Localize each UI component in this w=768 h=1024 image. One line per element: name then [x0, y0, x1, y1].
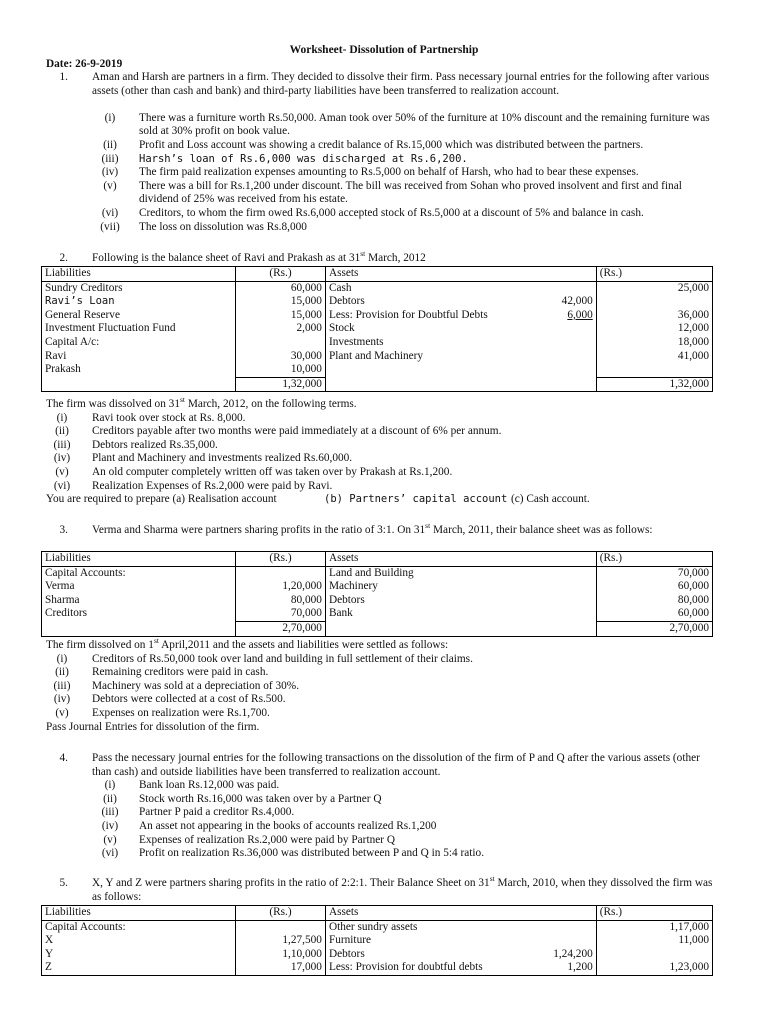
item-number: (v): [103, 179, 117, 192]
table-cell: [529, 594, 596, 608]
item-number: (iii): [101, 152, 119, 165]
list-item: [0, 412, 768, 426]
list-item: [0, 207, 768, 221]
table-row: [42, 934, 713, 948]
list-item: [0, 707, 768, 721]
table-cell: Cash: [328, 281, 352, 294]
ordinal-suffix: st: [360, 249, 366, 259]
table-cell: 12,000: [596, 322, 712, 336]
table-cell: 6,000: [567, 308, 593, 321]
table-row: [42, 961, 713, 975]
question-footer: Pass Journal Entries for dissolution of the firm.: [46, 720, 260, 733]
table-row: [42, 580, 713, 594]
list-item: [0, 680, 768, 694]
item-number: (i): [56, 411, 68, 424]
table-row: [42, 322, 713, 336]
column-header: Assets: [325, 267, 529, 282]
table-cell: Debtors: [328, 947, 365, 960]
list-item: [0, 439, 768, 453]
table-cell: Bank: [328, 607, 353, 620]
terms-intro: [46, 395, 357, 412]
table-cell: Verma: [42, 580, 236, 594]
question-items: [0, 112, 768, 234]
item-text: Creditors, to whom the firm owed Rs.6,000 accepted stock of Rs.5,000 at a discount of 5% and balance in cash.: [139, 206, 644, 219]
table-cell: Capital Accounts:: [42, 920, 236, 934]
list-item: [0, 139, 768, 153]
item-number: (v): [55, 465, 69, 478]
balance-sheet-verma-sharma: [41, 551, 713, 637]
list-item: [0, 653, 768, 667]
table-cell: [529, 607, 596, 621]
item-number: (iii): [53, 679, 71, 692]
requirement-c: (c) Cash account.: [511, 493, 590, 506]
table-cell: 60,000: [236, 281, 326, 295]
table-cell: 15,000: [236, 295, 326, 309]
item-text: Profit and Loss account was showing a credit balance of Rs.15,000 which was distributed between the partners.: [139, 138, 644, 151]
column-header: [529, 552, 596, 567]
table-cell: 30,000: [236, 350, 326, 364]
terms-intro: [46, 636, 449, 653]
item-text: Creditors of Rs.50,000 took over land and building in full settlement of their claims.: [92, 652, 473, 665]
list-item: [0, 820, 768, 834]
table-row: [42, 281, 713, 295]
terms-text-start: The firm dissolved on 1: [46, 639, 154, 651]
table-cell: 1,200: [529, 961, 596, 975]
column-header: (Rs.): [596, 906, 712, 921]
item-number: (ii): [103, 792, 117, 805]
table-cell: Y: [42, 948, 236, 962]
total-cell: 2,70,000: [236, 621, 326, 636]
item-text: Realization Expenses of Rs.2,000 were paid by Ravi.: [92, 479, 333, 492]
table-cell: [529, 281, 596, 295]
table-cell: Capital A/c:: [42, 336, 236, 350]
table-cell: [529, 350, 596, 364]
table-row: [42, 594, 713, 608]
table-cell: X: [42, 934, 236, 948]
item-text: Plant and Machinery and investments realized Rs.60,000.: [92, 452, 353, 465]
table-total-row: [42, 377, 713, 392]
table-cell: [529, 363, 596, 377]
table-cell: [596, 363, 712, 377]
table-cell: Machinery: [328, 580, 378, 593]
table-cell: 1,17,000: [596, 920, 712, 934]
list-item: [0, 166, 768, 180]
table-cell: 80,000: [236, 594, 326, 608]
table-cell: 1,27,500: [236, 934, 326, 948]
column-header: (Rs.): [236, 906, 326, 921]
table-header-row: [42, 267, 713, 282]
question-text-end: March, 2010, when they dissolved the firm was as follows:: [92, 877, 713, 903]
table-cell: 1,20,000: [236, 580, 326, 594]
item-number: (vi): [101, 847, 119, 860]
table-row: [42, 566, 713, 580]
list-item: [0, 779, 768, 793]
list-item: [0, 834, 768, 848]
item-number: (i): [56, 652, 68, 665]
total-cell: 1,32,000: [236, 377, 326, 392]
column-header: Liabilities: [42, 906, 236, 921]
column-header: Assets: [325, 552, 529, 567]
table-cell: [236, 920, 326, 934]
question-text-start: Following is the balance sheet of Ravi and Prakash as at 31: [92, 252, 361, 264]
item-text: Partner P paid a creditor Rs.4,000.: [139, 806, 295, 819]
item-text: An asset not appearing in the books of accounts realized Rs.1,200: [139, 819, 437, 832]
table-cell: Ravi’s Loan: [42, 295, 236, 309]
item-number: (ii): [103, 138, 117, 151]
item-text: The loss on dissolution was Rs.8,000: [139, 220, 307, 233]
table-cell: 11,000: [596, 934, 712, 948]
table-row: [42, 309, 713, 323]
table-cell: 1,23,000: [596, 961, 712, 975]
item-number: (v): [55, 706, 69, 719]
table-row: [42, 607, 713, 621]
requirements: [46, 493, 746, 507]
table-row: [42, 920, 713, 934]
table-cell: [42, 377, 236, 392]
item-text: Harsh’s loan of Rs.6,000 was discharged at Rs.6,200.: [139, 152, 468, 165]
table-cell: [529, 377, 596, 392]
table-cell: 17,000: [236, 961, 326, 975]
item-number: (iv): [53, 693, 71, 706]
worksheet-date: Date: 26-9-2019: [46, 58, 123, 70]
table-cell: 70,000: [236, 607, 326, 621]
item-number: (ii): [55, 666, 69, 679]
item-text: There was a bill for Rs.1,200 under discount. The bill was received from Sohan who proved insolvent and first and final dividend of 25% was received from his estate.: [139, 179, 682, 206]
question-text-end: March, 2011, their balance sheet was as follows:: [430, 524, 653, 536]
question-text: Pass the necessary journal entries for the following transactions on the dissolution of the firm of P and Q after the various assets (other than cash) and outside liabilities have been transferred to realization account.: [92, 752, 700, 778]
ordinal-suffix: st: [425, 521, 431, 531]
column-header: [529, 267, 596, 282]
table-cell: Investment Fluctuation Fund: [42, 322, 236, 336]
list-item: [0, 793, 768, 807]
table-cell: [42, 621, 236, 636]
terms-text-start: The firm was dissolved on 31: [46, 398, 180, 410]
item-text: Expenses on realization were Rs.1,700.: [92, 706, 270, 719]
item-text: Remaining creditors were paid in cash.: [92, 666, 269, 679]
item-text: Expenses of realization Rs.2,000 were paid by Partner Q: [139, 833, 395, 846]
table-cell: 36,000: [596, 309, 712, 323]
item-number: (vi): [101, 206, 119, 219]
table-cell: 15,000: [236, 309, 326, 323]
table-cell: Debtors: [328, 295, 365, 308]
table-cell: 70,000: [596, 566, 712, 580]
total-cell: 1,32,000: [596, 377, 712, 392]
table-cell: Sharma: [42, 594, 236, 608]
question-text: [92, 249, 732, 266]
item-number: (i): [104, 779, 116, 792]
list-item: [0, 666, 768, 680]
table-cell: [236, 336, 326, 350]
list-item: [0, 480, 768, 494]
item-number: (iv): [101, 819, 119, 832]
table-cell: [529, 580, 596, 594]
table-cell: 1,24,200: [553, 947, 593, 960]
item-text: An old computer completely written off was taken over by Prakash at Rs.1,200.: [92, 465, 453, 478]
item-text: Machinery was sold at a depreciation of 30%.: [92, 679, 300, 692]
question-items: [0, 653, 768, 721]
table-cell: Less: Provision for doubtful debts: [325, 961, 529, 975]
item-text: The firm paid realization expenses amounting to Rs.5,000 on behalf of Harsh, who had to bear these expenses.: [139, 166, 639, 179]
table-cell: Stock: [328, 322, 355, 335]
list-item: [0, 452, 768, 466]
table-cell: [529, 336, 596, 350]
table-cell: [529, 621, 596, 636]
column-header: (Rs.): [236, 552, 326, 567]
balance-sheet-ravi-prakash: [41, 266, 713, 392]
item-number: (iii): [101, 806, 119, 819]
item-number: (i): [104, 111, 116, 124]
table-cell: Capital Accounts:: [42, 566, 236, 580]
table-cell: 25,000: [596, 281, 712, 295]
question-text: [92, 874, 722, 904]
terms-text-end: March, 2012, on the following terms.: [185, 398, 357, 410]
question-text-end: March, 2012: [365, 252, 426, 264]
table-cell: Less: Provision for Doubtful Debts: [328, 308, 488, 321]
table-row: [42, 363, 713, 377]
ordinal-suffix: st: [179, 395, 185, 405]
list-item: [0, 112, 768, 139]
item-text: Debtors realized Rs.35,000.: [92, 438, 218, 451]
table-cell: Prakash: [42, 363, 236, 377]
terms-text-end: April,2011 and the assets and liabilities were settled as follows:: [158, 639, 449, 651]
table-cell: [236, 566, 326, 580]
list-item: [0, 693, 768, 707]
table-cell: 18,000: [596, 336, 712, 350]
question-text: [92, 521, 722, 538]
requirement-a: You are required to prepare (a) Realisation account: [46, 493, 277, 506]
list-item: [0, 847, 768, 861]
worksheet-title: Worksheet- Dissolution of Partnership: [289, 44, 479, 56]
item-text: Profit on realization Rs.36,000 was distributed between P and Q in 5:4 ratio.: [139, 847, 485, 860]
table-header-row: [42, 906, 713, 921]
table-cell: [325, 377, 529, 392]
list-item: [0, 180, 768, 207]
item-number: (iii): [53, 438, 71, 451]
column-header: Assets: [325, 906, 529, 921]
table-cell: Z: [42, 961, 236, 975]
list-item: [0, 153, 768, 167]
table-cell: [596, 948, 712, 962]
table-cell: [596, 295, 712, 309]
item-number: (vi): [53, 479, 71, 492]
table-row: [42, 948, 713, 962]
list-item: [0, 221, 768, 235]
question-number: 4.: [59, 752, 68, 764]
table-cell: General Reserve: [42, 309, 236, 323]
total-cell: 2,70,000: [596, 621, 712, 636]
table-row: [42, 336, 713, 350]
table-cell: 80,000: [596, 594, 712, 608]
item-number: (iv): [53, 452, 71, 465]
table-row: [42, 295, 713, 309]
table-cell: [529, 322, 596, 336]
question-text-start: X, Y and Z were partners sharing profits in the ratio of 2:2:1. Their Balance Sheet on 31: [92, 877, 490, 889]
question-items: [0, 412, 768, 494]
item-text: Ravi took over stock at Rs. 8,000.: [92, 411, 246, 424]
column-header: (Rs.): [596, 267, 712, 282]
ordinal-suffix: st: [489, 874, 495, 884]
question-text: Aman and Harsh are partners in a firm. They decided to dissolve their firm. Pass necessary journal entries for the following after various assets (other than cash and bank) and third-party liabilities have been transferred to realization account.: [92, 71, 710, 97]
question-number: 5.: [59, 877, 68, 889]
question-number: 2.: [59, 252, 68, 264]
item-number: (vii): [100, 220, 120, 233]
list-item: [0, 425, 768, 439]
column-header: (Rs.): [236, 267, 326, 282]
table-cell: 41,000: [596, 350, 712, 364]
item-text: Debtors were collected at a cost of Rs.500.: [92, 693, 286, 706]
table-cell: 60,000: [596, 580, 712, 594]
table-cell: 42,000: [561, 295, 593, 308]
table-total-row: [42, 621, 713, 636]
table-cell: [529, 566, 596, 580]
column-header: Liabilities: [42, 267, 236, 282]
list-item: [0, 806, 768, 820]
table-cell: 10,000: [236, 363, 326, 377]
question-items: [0, 779, 768, 861]
item-text: Bank loan Rs.12,000 was paid.: [139, 779, 280, 792]
list-item: [0, 466, 768, 480]
table-cell: Plant and Machinery: [328, 349, 424, 362]
column-header: [529, 906, 596, 921]
table-row: [42, 350, 713, 364]
question-number: 3.: [59, 524, 68, 536]
item-number: (ii): [55, 425, 69, 438]
table-cell: Creditors: [42, 607, 236, 621]
ordinal-suffix: st: [153, 636, 159, 646]
table-cell: Land and Building: [328, 566, 414, 579]
column-header: Liabilities: [42, 552, 236, 567]
table-cell: 2,000: [236, 322, 326, 336]
table-cell: Debtors: [328, 593, 365, 606]
question-text-start: Verma and Sharma were partners sharing profits in the ratio of 3:1. On 31: [92, 524, 426, 536]
table-cell: Other sundry assets: [328, 920, 418, 933]
table-cell: Furniture: [328, 934, 371, 947]
table-cell: Ravi: [42, 350, 236, 364]
table-header-row: [42, 552, 713, 567]
table-cell: [325, 621, 529, 636]
column-header: (Rs.): [596, 552, 712, 567]
table-cell: 1,10,000: [236, 948, 326, 962]
item-text: There was a furniture worth Rs.50,000. Aman took over 50% of the furniture at 10% discount and the remaining furniture was sold at 30% profit on book value.: [139, 111, 710, 138]
balance-sheet-x-y-z: [41, 905, 713, 976]
table-cell: [325, 363, 529, 377]
item-number: (v): [103, 833, 117, 846]
table-cell: [529, 920, 596, 934]
item-number: (iv): [101, 166, 119, 179]
table-cell: Investments: [328, 335, 384, 348]
question-number: 1.: [59, 71, 68, 83]
table-cell: [529, 934, 596, 948]
item-text: Stock worth Rs.16,000 was taken over by a Partner Q: [139, 792, 382, 805]
item-text: Creditors payable after two months were paid immediately at a discount of 6% per annum.: [92, 425, 502, 438]
requirement-b: (b) Partners’ capital account: [324, 493, 508, 506]
table-cell: 60,000: [596, 607, 712, 621]
table-cell: Sundry Creditors: [42, 281, 236, 295]
